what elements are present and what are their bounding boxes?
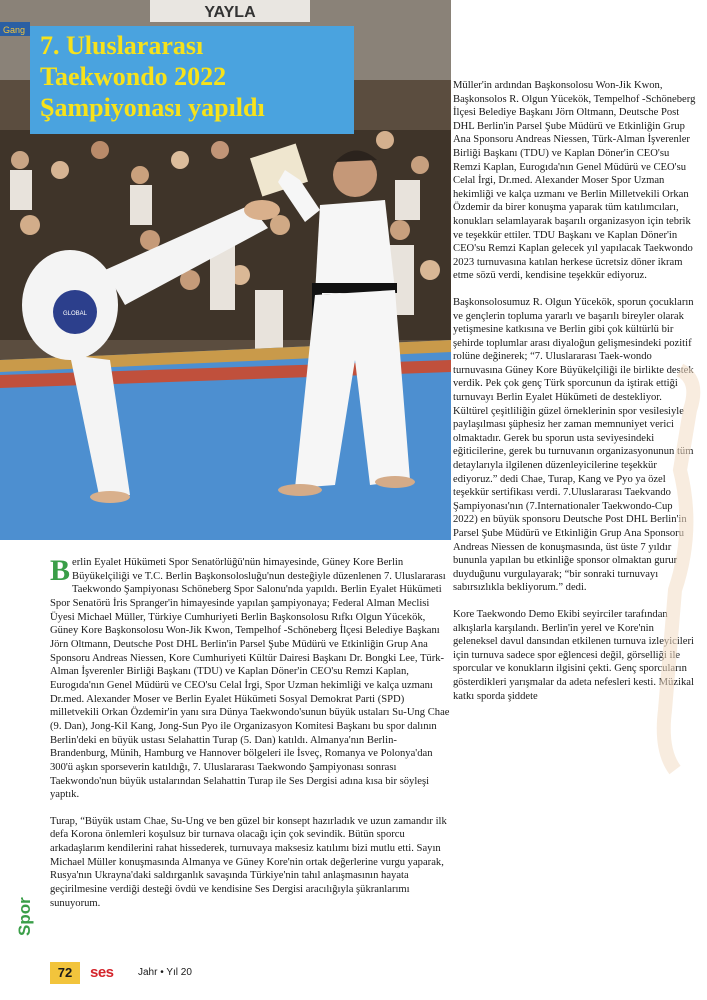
main-paragraph-1-text: erlin Eyalet Hükümeti Spor Senatörlüğü'nün himayesinde, Güney Kore Berlin Büyükelçiliği ve T.C. Berlin Başkonsolosluğu'nun desteğiyle düzenlenen 7. Uluslararası Taekwondo Şampiyonası Schöneberg Spor Salonu'nda yapıldı. Berlin Eyalet Hükümeti Spor Senatörü İris Spranger'in himayesinde yapılan şampiyonaya; Federal Alman Meclisi Üyesi Michael Müller, Türkiye Cumhuriyeti Berlin Başkonsolosu Rıfkı Olgun Yücekök, Güney Kore Başkonsolosu Won-Jik Kwon, Tempelhof -Schöneberg İlçesi Belediye Başkanı Jörn Oltmann, Deutsche Post DHL Berlin'in Parsel Şube Müdürü ve Etkinliğin Grup Ana Sponsoru Andreas Niessen, Kore Cumhuriyeti Kültür Dairesi Başkanı Dr. Bongki Lee, Türk-Alman İşverenler Birliği Başkanı (TDU) ve Kaplan Döner'in CEO'su Remzi Kaplan, Eurogıda'nın Genel Müdürü ve CEO'su Celal İrgi, Spor Uzman hekimliği ve kalça uzmanı Dr.med. Alexander Moser ve Berlin Eyalet Hükümeti Sosyal Demokrat Parti (SPD) milletvekili Orkan Özdemir'in yanı sıra Dünya Taekwondo'sunun büyük ustaları Su-Ung Chae (9. Dan), Jong-Kil Kang, Jong-Sun Pyo ile Organizasyon Komitesi Başkanı bu spor dalının Berlin'deki en büyük ustası Selahattin Turap (5. Dan) katıldı. Almanya'nın Berlin-Brandenburg, Münih, Hamburg ve Hannover bölgeleri ile İsveç, Romanya ve Polonya'dan 300'ü aşkın sporseverin katıldığı, 7. Uluslararası Taekwondo Şampiyonası sonrası Taekwondo'nun büyük ustalarından Selahattin Turap ile Ses Dergisi adına kısa bir söyleşi yaptık. (50, 557, 450, 801)
title-line-1: 7. Uluslararası (40, 31, 204, 60)
right-paragraph-2: Başkonsolosumuz R. Olgun Yücekök, sporun çocukların ve gençlerin topluma yararlı ve başarılı bireyler olarak yetişmesine katkısına ve Berlin gibi çok kültürlü bir şehirde toplumlar arası diyaloğun gelişmesindeki pozitif rolüne değinerek; “7. Uluslararası Taek-wondo turnuvasına Güney Kore Büyükelçiliği ile birlikte destek verdik. Pek çok genç Türk sporcunun da iştirak ettiği turnuvayı Berlin Eyalet Hükümeti de destekliyor. Kültürel çeşitliliğin güzel örneklerinin spor vesilesiyle paylaşılması şüphesiz her zaman memnuniyet verici olmaktadır. Gerek bu sporun usta seviyesindeki eğiticilerine, gerek bu turnuvanın organizasyonunun tüm detaylarıyla ilgilenen düzenleyicilerine teşekkür ediyoruz.” dedi Chae, Turap, Kang ve Pyo ya özel teşekkür sertifikası verdi. 7.Uluslararası Taekvando Şampiyonası'nın (7.Internationaler Taekwondo-Cup 2022) en büyük sponsoru Deutsche Post DHL Berlin'in Parsel Şube Müdürü ve Etkinliğin Grup Ana Sponsoru Andreas Niessen de konuşmasında, üst üste 7 yıldır bununla yapılan bu etkinliğe sponsor olmaktan gurur duyduğunu vurgulayarak; “bir sonraki turnuvayı sabırsızlıkla bekliyorum.” dedi. (453, 296, 694, 594)
section-label (10, 858, 40, 938)
gang-tag: Gang (3, 25, 26, 35)
article-title (40, 30, 346, 123)
title-line-2: Taekwondo 2022 (40, 62, 227, 91)
title-line-3: Şampiyonası yapıldı (40, 93, 265, 122)
page-number: 72 (50, 962, 80, 984)
right-paragraph-3: Kore Taekwondo Demo Ekibi seyirciler tarafından alkışlarla karşılandı. Berlin'in yerel ve Kore'nin geleneksel davul dansından etkilenen turnuva izleyicileri için turnuva sadece spor eğlencesi değil, görselliği ile sporcular ve konukların ilgisini çekti. Genç sporcuların gösterdikleri yarışmalar da adeta nefesleri kesti. Müzikal katkı sporda şiddete (453, 608, 694, 702)
main-column (50, 556, 450, 923)
uniform-text: GLOBAL (62, 311, 88, 317)
main-paragraph-1 (50, 556, 450, 802)
magazine-logo: ses (90, 964, 114, 981)
section-label-text: Spor (15, 897, 34, 936)
dropcap: B (50, 554, 71, 587)
right-paragraph-1: Müller'in ardından Başkonsolosu Won-Jik Kwon, Başkonsolos R. Olgun Yücekök, Tempelhof -Schöneberg İlçesi Belediye Başkanı Jörn Oltmann, Deutsche Post DHL Berlin'in Parsel Şube Müdürü ve Etkinliğin Grup Ana Sponsoru Andreas Niessen, Türk-Alman İşverenler Birliği Başkanı (TDU) ve Kaplan Döner'in CEO'su Remzi Kaplan, Eurogıda'nın Genel Müdürü ve CEO'su Celal İrgi, Dr.med. Alexander Moser Spor Uzman hekimliği ve kalça uzmanı ve Berlin Milletvekili Orkan Özdemir da birer konuşma yaparak tüm katılımcıları, konukları selamlayarak başarılı organizasyon için tebrik ve teşekkür ettiler. TDU Başkanı ve Kaplan Döner'in CEO'su Remzi Kaplan gelecek yıl yapılacak Taekwondo 2023 turnuvasına katılan herkese ücretsiz döner ikram etme sözü verdi, kendisine teşekkür ediyoruz. (453, 80, 696, 282)
banner-text: YAYLA (204, 4, 256, 21)
title-box (30, 26, 354, 134)
main-paragraph-2: Turap, “Büyük ustam Chae, Su-Ung ve ben güzel bir konsept hazırladık ve uzun zamandır ilk defa Korona önlemleri koşulsuz bir turnava olacağı için çok sevindik. Bütün sporcu arkadaşlarım kendilerini rahat hissederek, turnuvaya maksesiz katılımı bizi mutlu etti. Sayın Michael Müller konuşmasında Almanya ve Güney Kore'nin ortak değerlerine vurgu yaparak, Rusya'nın Ukrayna'daki saldırganlık savaşında Türkiye'nin tahıl anlaşmasının hayata geçirilmesine verdiği desteği övdü ve kendisine Ses Dergisi aracılığıyla şükranlarımı sunuyorum. (50, 815, 447, 909)
decorative-figure-watermark (640, 360, 707, 780)
issue-label: Jahr • Yıl 20 (138, 967, 192, 978)
